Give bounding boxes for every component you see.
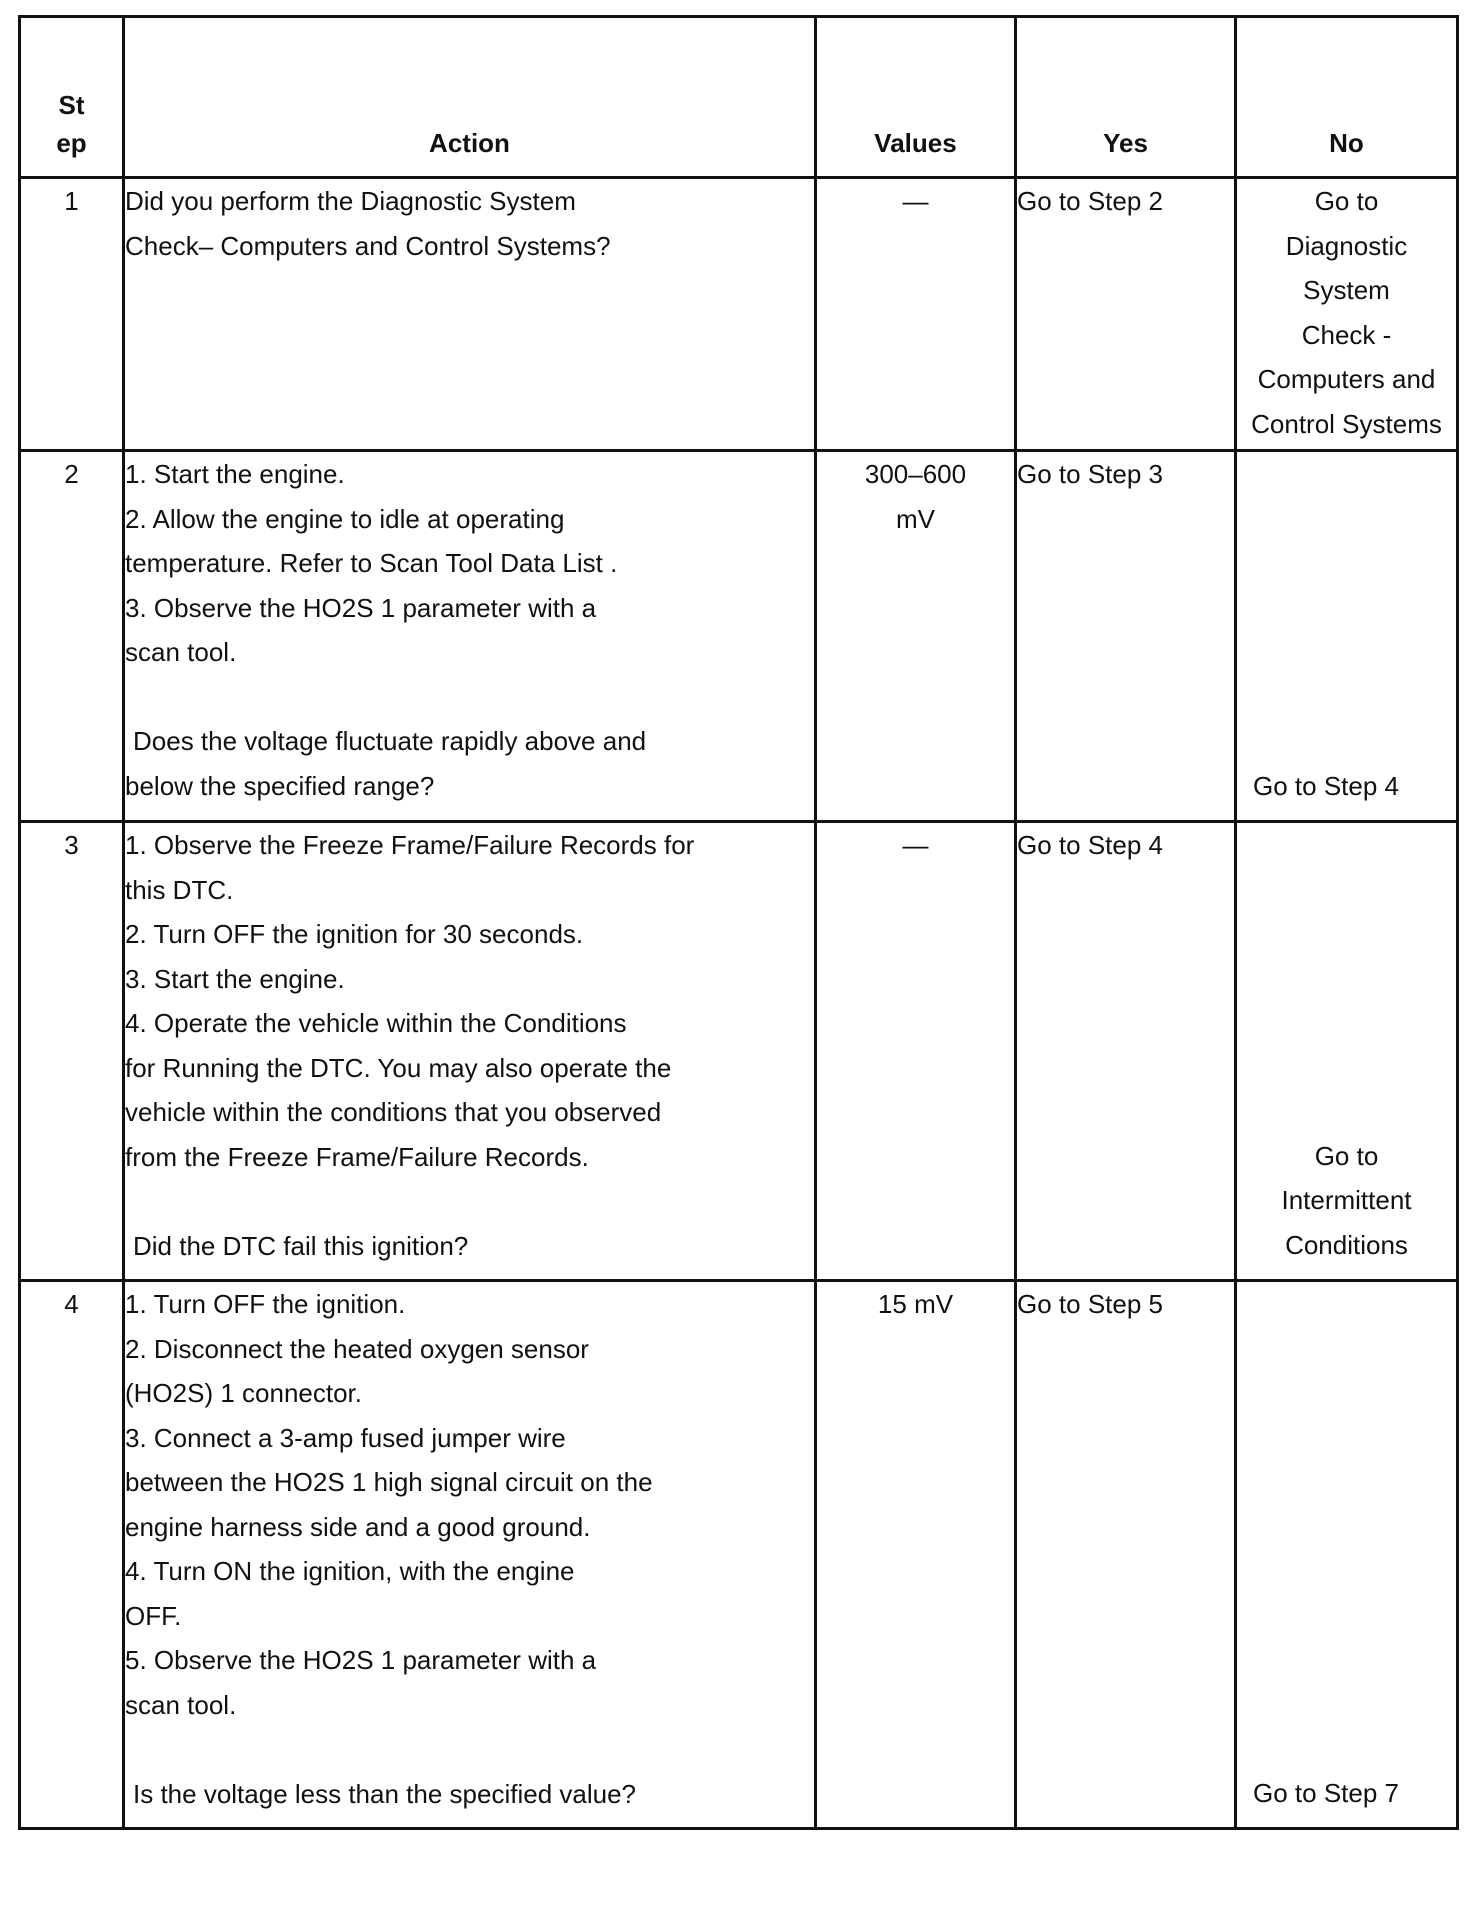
- action-cell: [124, 822, 816, 1281]
- action-line: 2. Turn OFF the ignition for 30 seconds.: [125, 919, 584, 949]
- no-cell: [1236, 178, 1458, 451]
- header-values: Values: [816, 17, 1016, 178]
- action-line: 4. Operate the vehicle within the Conditions: [125, 1008, 627, 1038]
- action-line: between the HO2S 1 high signal circuit on the: [125, 1467, 653, 1497]
- action-cell: [124, 178, 816, 451]
- values-cell: [816, 451, 1016, 822]
- no-cell: [1236, 822, 1458, 1281]
- step-number: 3: [20, 822, 124, 1281]
- header-no: No: [1236, 17, 1458, 178]
- no-line: Conditions: [1285, 1229, 1408, 1260]
- action-line: 3. Connect a 3-amp fused jumper wire: [125, 1422, 566, 1453]
- header-row: [20, 17, 1458, 178]
- action-line: (HO2S) 1 connector.: [125, 1378, 362, 1408]
- no-cell: [1236, 451, 1458, 822]
- action-line: scan tool.: [125, 1689, 237, 1720]
- yes-cell: Go to Step 2: [1016, 178, 1236, 451]
- value-line: —: [902, 186, 929, 216]
- table-row: [20, 451, 1458, 822]
- action-spacer: [125, 1179, 814, 1224]
- header-step-line-1: St: [58, 90, 85, 120]
- no-line: System: [1303, 275, 1390, 305]
- action-line: engine harness side and a good ground.: [125, 1511, 591, 1542]
- action-line: 4. Turn ON the ignition, with the engine: [125, 1556, 575, 1586]
- step-number: 1: [20, 178, 124, 451]
- no-line: Intermittent: [1281, 1185, 1412, 1215]
- action-spacer: [125, 1727, 814, 1772]
- action-line: OFF.: [125, 1600, 182, 1631]
- no-line: Go to Step 7: [1253, 1777, 1399, 1808]
- values-cell: [816, 822, 1016, 1281]
- no-line: Computers and: [1257, 364, 1436, 394]
- yes-cell: Go to Step 5: [1016, 1281, 1236, 1829]
- no-line: Go to Step 4: [1253, 770, 1399, 801]
- no-cell: [1236, 1281, 1458, 1829]
- value-line: —: [902, 830, 929, 860]
- table-row: [20, 822, 1458, 1281]
- action-line: 1. Turn OFF the ignition.: [125, 1289, 406, 1319]
- action-line: 1. Observe the Freeze Frame/Failure Records for: [125, 830, 695, 860]
- action-line: 2. Disconnect the heated oxygen sensor: [125, 1333, 589, 1364]
- action-line: 5. Observe the HO2S 1 parameter with a: [125, 1645, 597, 1675]
- action-question: Does the voltage fluctuate rapidly above and: [133, 726, 647, 756]
- action-line: temperature. Refer to Scan Tool Data List .: [125, 548, 618, 578]
- action-line: from the Freeze Frame/Failure Records.: [125, 1141, 589, 1172]
- values-cell: [816, 178, 1016, 451]
- action-spacer: [125, 675, 814, 720]
- no-line: Check -: [1301, 319, 1392, 350]
- header-step-line-2: ep: [56, 128, 87, 158]
- table-row: [20, 178, 1458, 451]
- yes-cell: Go to Step 4: [1016, 822, 1236, 1281]
- step-number: 2: [20, 451, 124, 822]
- diagnostic-table: [18, 15, 1459, 1830]
- no-line: Diagnostic: [1285, 230, 1408, 261]
- action-line: scan tool.: [125, 637, 237, 667]
- step-number: 4: [20, 1281, 124, 1829]
- value-line: 15 mV: [877, 1289, 954, 1319]
- action-line: below the specified range?: [125, 770, 435, 801]
- action-line: 2. Allow the engine to idle at operating: [125, 503, 565, 534]
- action-question: Is the voltage less than the specified value?: [133, 1778, 636, 1809]
- action-line: Check– Computers and Control Systems?: [125, 230, 611, 261]
- action-line: 3. Start the engine.: [125, 963, 345, 994]
- value-line: mV: [896, 503, 935, 534]
- no-line: Go to: [1314, 1140, 1379, 1171]
- no-line: Go to: [1314, 186, 1379, 216]
- yes-cell: Go to Step 3: [1016, 451, 1236, 822]
- action-line: Did you perform the Diagnostic System: [125, 186, 576, 216]
- action-question: Did the DTC fail this ignition?: [133, 1230, 469, 1261]
- action-cell: [124, 451, 816, 822]
- table-row: [20, 1281, 1458, 1829]
- no-line: Control Systems: [1251, 408, 1442, 439]
- value-line: 300–600: [864, 459, 967, 489]
- action-line: vehicle within the conditions that you observed: [125, 1097, 662, 1127]
- action-cell: [124, 1281, 816, 1829]
- action-line: 3. Observe the HO2S 1 parameter with a: [125, 592, 597, 623]
- header-action: Action: [124, 17, 816, 178]
- action-line: this DTC.: [125, 874, 234, 905]
- action-line: for Running the DTC. You may also operate the: [125, 1052, 672, 1083]
- header-yes: Yes: [1016, 17, 1236, 178]
- action-line: 1. Start the engine.: [125, 459, 345, 489]
- header-step: [20, 17, 124, 178]
- values-cell: [816, 1281, 1016, 1829]
